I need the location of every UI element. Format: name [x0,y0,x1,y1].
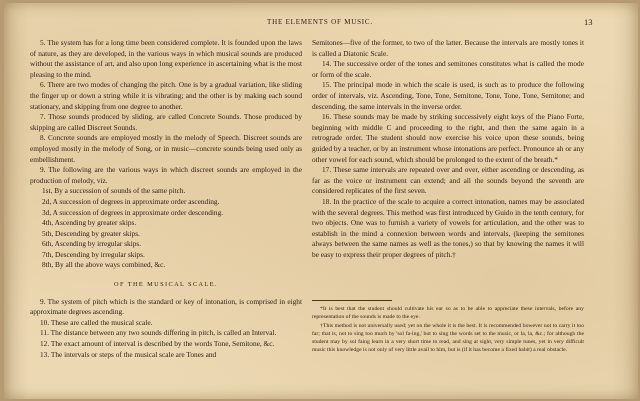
list-item: 7th, Descending by irregular skips. [42,249,145,259]
paragraph-13: 13. The intervals or steps of the musical scale are Tones and [40,349,217,359]
list-item: 3d, A succession of degrees in approximate order descending. [42,207,224,217]
page-number: 13 [584,17,593,27]
paragraph-13-cont: Semitones—five of the former, to two of the latter. Because the intervals are mostly tones it is called a Diatonic Scale. [312,38,584,58]
paragraph-7: 7. Those sounds produced by sliding, are called Concrete Sounds. Those produced by skipping are called Discreet Sounds. [30,112,302,132]
paragraph-6: 6. There are two modes of changing the pitch. One is by a gradual variation, like sliding the finger up or down a string while it is vibrating; and the other is by making each sound stationary, and skipping from one degree to another. [30,80,302,111]
paragraph-14: 14. The successive order of the tones and semitones constitutes what is called the mode or form of the scale. [312,59,584,79]
paragraph-16: 16. These sounds may be made by striking successively eight keys of the Piano Forte, beginning with middle C and proceeding to the right, and then the same again in a retrograde order. The student should now exercise his voice upon these sounds, being guided by a teacher, or by an instrument whose intonations are perfect. Pronounce ah or any other vowel for each sound, which should be prolonged to the extent of the breath.* [312,112,584,164]
list-item: 6th, Ascending by irregular skips. [42,239,142,249]
footnote-1: *It is best that the student should cultivate his ear so as to be able to appreciate these intervals, before any representation of the sounds is made to the eye. [312,306,584,321]
footnote-2: †This method is not universally used; yet on the whole it is the best. It is recommended however not to carry it too far; that is, not to sing too much by 'sol fa-ing,' but to sing the words set to the music, or la, la, &c.; for although the student may by sol faing learn in a very short time to read, and sing at sight, very simple tunes, yet in very difficult music this knowledge is not only of very little avail to him, but is (if it has become a fixed habit) a real obstacle. [312,322,584,354]
footnote-rule [312,300,392,301]
paragraph-11: 11. The distance between any two sounds differing in pitch, is called an Interval. [40,328,277,338]
paragraph-8: 8. Concrete sounds are employed mostly in the melody of Speech. Discreet sounds are employed mostly in the melody of Song, or in music—concrete sounds being used only as embellishment. [30,133,302,164]
paragraph-12: 12. The exact amount of interval is described by the words Tone, Semitone, &c. [40,339,275,349]
paragraph-9: 9. The following are the various ways in which discreet sounds are employed in the production of melody, viz. [30,165,302,185]
melody-ways-list [30,186,302,271]
list-item: 1st, By a succession of sounds of the same pitch. [42,186,186,196]
paragraph-17: 17. These same intervals are repeated over and over, either ascending or descending, as far as the voice or instrument can extend; and all the sounds beyond the seventh are considered replicates of the first seven. [312,165,584,196]
list-item: 8th, By all the above ways combined, &c. [42,260,166,270]
paragraph-5: 5. The system has for a long time been considered complete. It is founded upon the laws of nature, as they are developed, in the various ways in which musical sounds are produced without the assistance of art, and also upon long experience in ascertaining what is the most pleasing to the mind. [30,38,302,79]
list-item: 2d, A succession of degrees in approximate order ascending. [42,196,220,206]
list-item: 4th, Ascending by greater skips. [42,218,137,228]
paragraph-9b: 9. The system of pitch which is the standard or key of intonation, is comprised in eight approximate degrees ascending. [30,296,302,317]
right-column [312,38,584,260]
running-title: THE ELEMENTS OF MUSIC. [267,18,373,26]
left-column [30,38,302,360]
paragraph-15: 15. The principal mode in which the scale is used, is such as to produce the following order of intervals, viz. Ascending, Tone, Tone, Semitone, Tone, Tone, Tone, Semitone; and descending, the same intervals in the inverse order. [312,80,584,111]
paragraph-18: 18. In the practice of the scale to acquire a correct intonation, names may be associated with the several degrees. This method was first introduced by Guido in the tenth century, for two objects. One was to furnish a variety of vowels for articulation, and the other was to establish in the mind a connexion between words and intervals, (keeping the semitones always between the same names as well as the tones,) so that by knowing the names it will be easy to express their proper degrees of pitch.† [312,196,584,259]
footnotes [312,305,584,355]
list-item: 5th, Descending by greater skips. [42,228,140,238]
section-heading: OF THE MUSICAL SCALE. [114,281,218,289]
paragraph-10: 10. These are called the musical scale. [40,317,153,327]
